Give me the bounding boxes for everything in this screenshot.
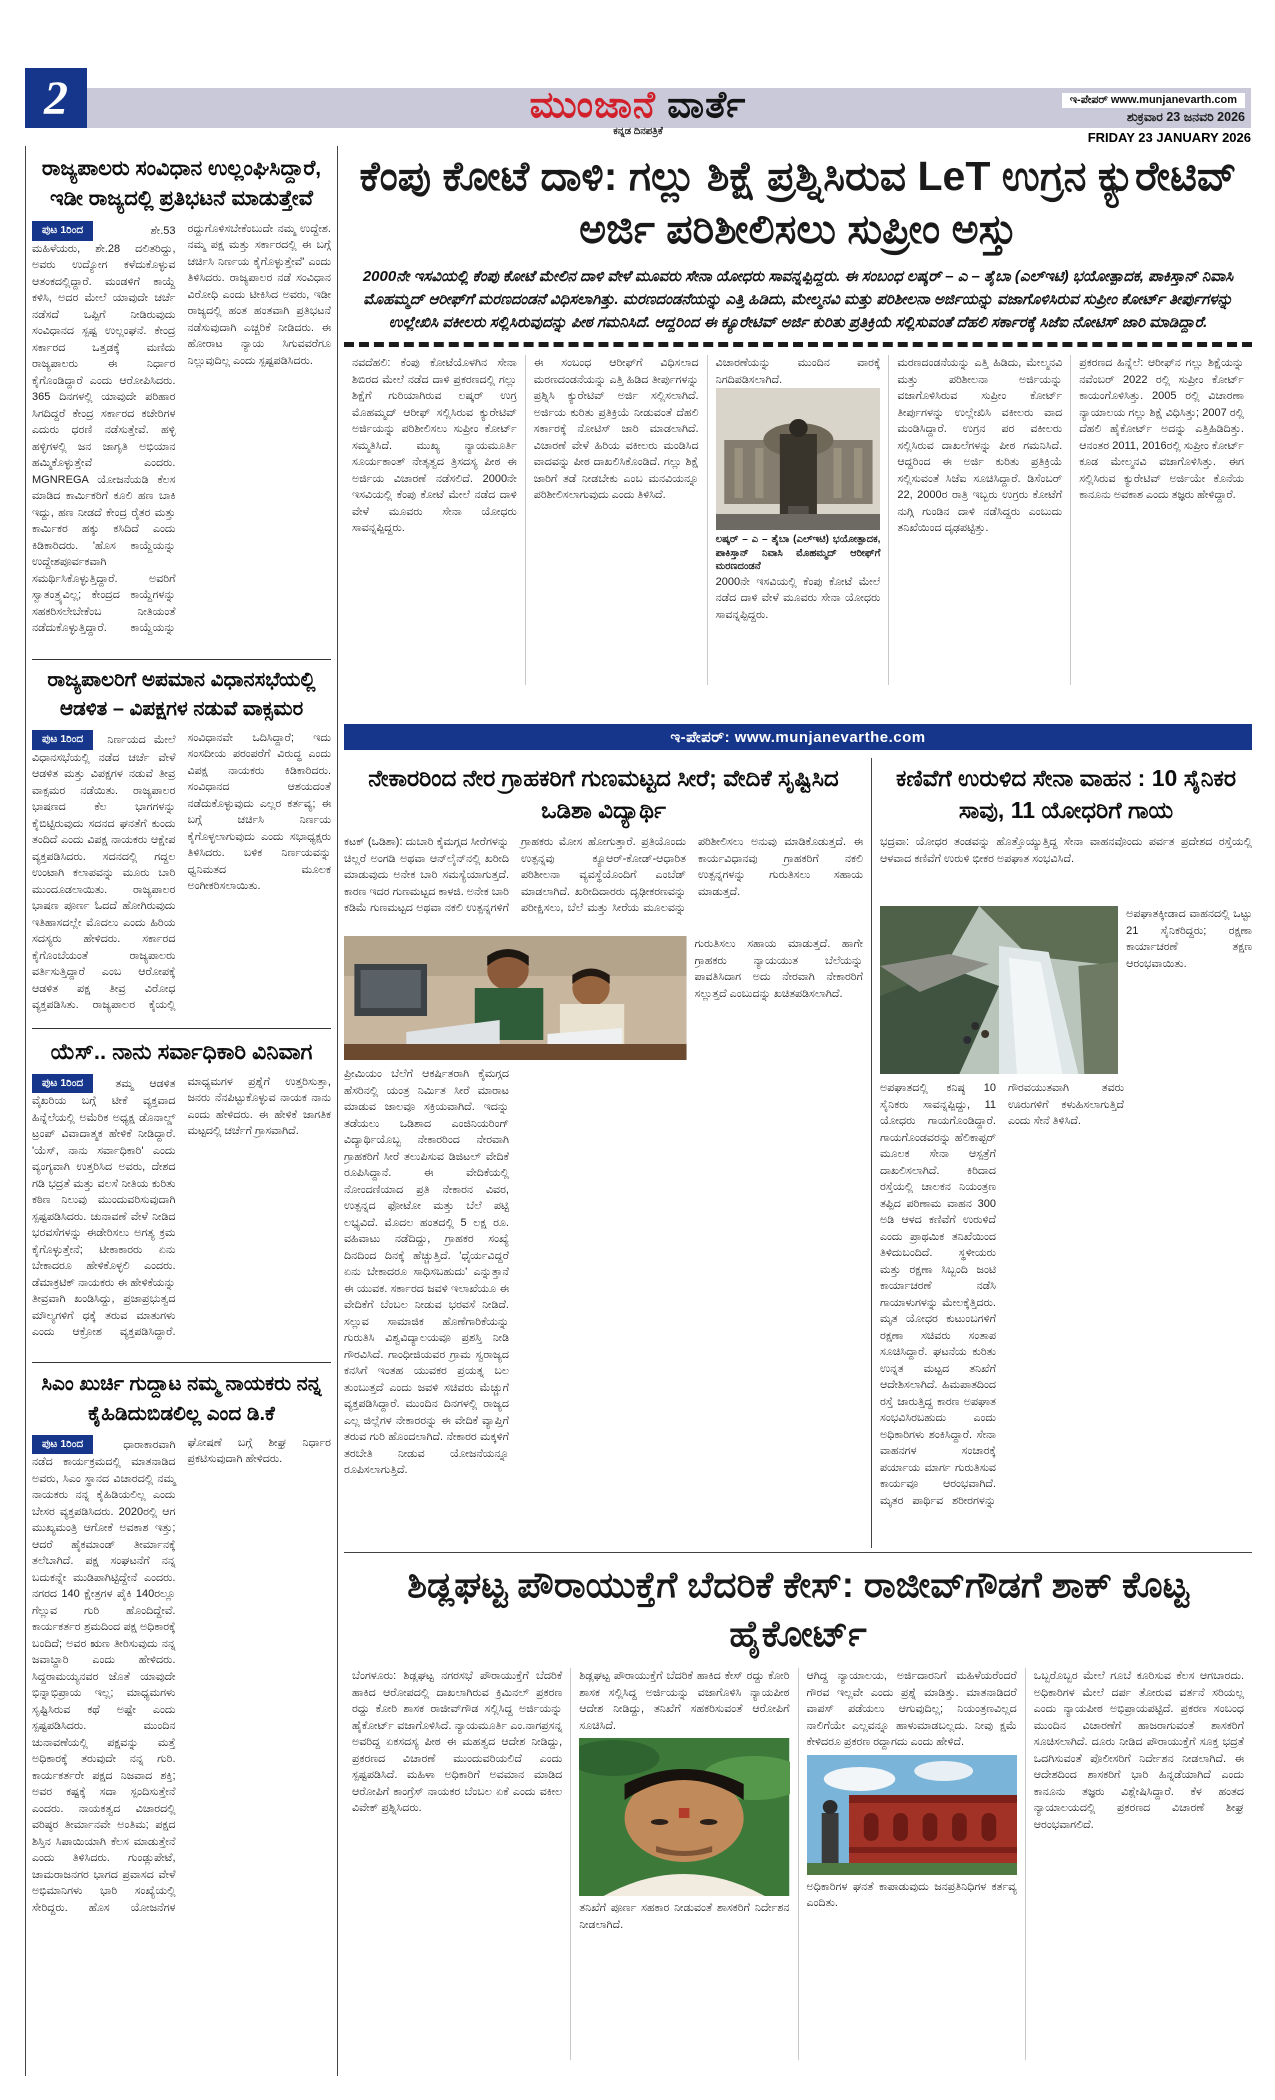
army-side-text: ಅಪಘಾತಕ್ಕೀಡಾದ ವಾಹನದಲ್ಲಿ ಒಟ್ಟು 21 ಸೈನಿಕರಿದ್ದರು; ರಕ್ಷಣಾ ಕಾರ್ಯಾಚರಣೆ ತಕ್ಷಣ ಆರಂಭವಾಯಿತು. xyxy=(1126,908,1252,970)
article-governor-protest xyxy=(32,154,331,653)
page-number: 2 xyxy=(25,68,87,128)
army-headline: ಕಣಿವೆಗೆ ಉರುಳಿದ ಸೇನಾ ವಾಹನ : 10 ಸೈನಿಕರ ಸಾವು, 11 ಯೋಧರಿಗೆ ಗಾಯ xyxy=(895,765,1237,824)
paper-tagline: ಕನ್ನಡ ದಿನಪತ್ರಿಕೆ xyxy=(613,126,663,137)
article-headline: ರಾಜ್ಯಪಾಲರಿಗೆ ಅಪಮಾನ ವಿಧಾನಸಭೆಯಲ್ಲಿ ಆಡಳಿತ – ವಿಪಕ್ಷಗಳ ನಡುವೆ ವಾಕ್ಸಮರ xyxy=(47,668,316,720)
highcourt-col-3-top: ಆಗಿದ್ದ ನ್ಯಾಯಾಲಯ, ಅರ್ಜಿದಾರನಿಗೆ ಮಹಿಳೆಯರೆಂದರೆ ಗೌರವ ಇಲ್ಲವೇ ಎಂದು ಪ್ರಶ್ನೆ ಮಾಡಿತ್ತು. ಮಾತನಾಡಿದರೆ ವಾಪಸ್ ಪಡೆಯಲು ಆಗುವುದಿಲ್ಲ; ನಿಯಂತ್ರಣವಿಲ್ಲದ ನಾಲಿಗೆಯೇ ಎಲ್ಲವನ್ನೂ ಹಾಳುಮಾಡಬಲ್ಲದು. ನೀವು ಕ್ಷಮೆ ಕೇಳಿದರೂ ಪ್ರಕರಣ ರದ್ದಾಗದು ಎಂದು ಹೇಳಿದೆ. xyxy=(806,1670,1017,1749)
lead-body xyxy=(344,355,1252,685)
lead-col-3-top: ವಿಚಾರಣೆಯನ್ನು ಮುಂದಿನ ವಾರಕ್ಕೆ ನಿಗದಿಪಡಿಸಲಾಗಿದೆ. xyxy=(715,357,881,386)
lead-headline: ಕೆಂಪು ಕೋಟೆ ದಾಳಿ: ಗಲ್ಲು ಶಿಕ್ಷೆ ಪ್ರಶ್ನಿಸಿರುವ LeT ಉಗ್ರನ ಕ್ಯುರೇಟಿವ್ ಅರ್ಜಿ ಪರಿಶೀಲಿಸಲು ಸುಪ್ರೀಂ ಅಸ್ತು xyxy=(359,153,1237,253)
article-dictator-quote xyxy=(32,1037,331,1356)
article-body xyxy=(32,1074,331,1356)
epaper-band: ಇ-ಪೇಪರ್: www.munjanevarthe.com xyxy=(344,724,1252,750)
middle-row xyxy=(344,758,1252,1548)
article-headline: ಯೆಸ್.. ನಾನು ಸರ್ವಾಧಿಕಾರಿ ವಿನಿವಾಗ xyxy=(50,1038,313,1064)
dashed-divider xyxy=(344,342,1252,347)
saree-side-text: ಗುರುತಿಸಲು ಸಹಾಯ ಮಾಡುತ್ತದೆ. ಹಾಗೇ ಗ್ರಾಹಕರು ನ್ಯಾಯಯುತ ಬೆಲೆಯನ್ನು ಪಾವತಿಸಿದಾಗ ಅದು ನೇರವಾಗಿ ನೇಕಾರರಿಗೆ ಸಲ್ಲುತ್ತದೆ ಎಂಬುದನ್ನು ಖಚಿತಪಡಿಸಲಾಗಿದೆ. xyxy=(694,938,863,1000)
photo-weaver-students xyxy=(344,936,687,1060)
left-column xyxy=(26,146,338,2076)
newspaper-page xyxy=(25,60,1251,2076)
article-army-accident xyxy=(871,758,1252,1548)
saree-intro: ಕಟಕ್ (ಒಡಿಶಾ): ದುಬಾರಿ ಕೈಮಗ್ಗದ ಸೀರೆಗಳನ್ನು ಚಿಲ್ಲರೆ ಅಂಗಡಿ ಅಥವಾ ಆನ್‌ಲೈನ್‌ನಲ್ಲಿ ಖರೀದಿ ಮಾಡುವುದು ಅನೇಕ ಬಾರಿ ಸಮಸ್ಯೆಯಾಗುತ್ತದೆ. ಕಾರಣ ಇದರ ಗುಣಮಟ್ಟದ ಕಾಳಜಿ. ಅನೇಕ ಬಾರಿ ಕಡಿಮೆ ಗುಣಮಟ್ಟದ ಅಥವಾ ನಕಲಿ ಉತ್ಪನ್ನಗಳಿಗೆ ಗ್ರಾಹಕರು ಮೋಸ ಹೋಗುತ್ತಾರೆ. ಪ್ರತಿಯೊಂದು ಉತ್ಪನ್ನವು ಕ್ಯೂಆರ್-ಕೋಡ್-ಆಧಾರಿತ ಪರಿಶೀಲನಾ ವ್ಯವಸ್ಥೆಯೊಂದಿಗೆ ಎಂಬೆಡ್ ಮಾಡಲಾಗಿದೆ. ಖರೀದಿದಾರರು ದೃಢೀಕರಣವನ್ನು ಪರೀಕ್ಷಿಸಲು, ಬೆಲೆ ಮತ್ತು ಸೀರೆಯ ಮೂಲವನ್ನು ಪರಿಶೀಲಿಸಲು ಅನುವು ಮಾಡಿಕೊಡುತ್ತದೆ. ಈ ಕಾರ್ಯವಿಧಾನವು ಗ್ರಾಹಕರಿಗೆ ನಕಲಿ ಉತ್ಪನ್ನಗಳನ್ನು ಗುರುತಿಸಲು ಸಹಾಯ ಮಾಡುತ್ತದೆ. xyxy=(344,836,863,915)
paper-title-red: ಮುಂಜಾನೆ xyxy=(529,84,656,125)
article-divider xyxy=(32,1028,331,1029)
article-saree-platform xyxy=(344,758,871,1548)
article-body xyxy=(32,221,331,653)
article-text: ಧಾರಾಕಾರವಾಗಿ ನಡೆದ ಕಾರ್ಯಕ್ರಮದಲ್ಲಿ ಮಾತನಾಡಿದ ಅವರು, ಸಿಎಂ ಸ್ಥಾನದ ವಿಚಾರದಲ್ಲಿ ನಮ್ಮ ನಾಯಕರು ನನ್ನ ಕೈಹಿಡಿಯಲಿಲ್ಲ ಎಂದು ಬೇಸರ ವ್ಯಕ್ತಪಡಿಸಿದರು. 2020ರಲ್ಲಿ ಆಗ ಮುಖ್ಯಮಂತ್ರಿ ಆಗೋಕೆ ಅವಕಾಶ ಇತ್ತು; ಆದರೆ ಹೈಕಮಾಂಡ್ ತೀರ್ಮಾನಕ್ಕೆ ತಲೆಬಾಗಿದೆ. ಪಕ್ಷ ಸಂಘಟನೆಗೆ ನನ್ನ ಬದುಕನ್ನೇ ಮುಡಿಪಾಗಿಟ್ಟಿದ್ದೇನೆ ಎಂದರು. ನಗರದ 140 ಕ್ಷೇತ್ರಗಳ ಪೈಕಿ 140ರಲ್ಲೂ ಗೆಲ್ಲುವ ಗುರಿ ಹೊಂದಿದ್ದೇವೆ. ಕಾರ್ಯಕರ್ತರ ಶ್ರಮದಿಂದ ಪಕ್ಷ ಅಧಿಕಾರಕ್ಕೆ ಬಂದಿದೆ; ಅವರ ಋಣ ತೀರಿಸುವುದು ನನ್ನ ಜವಾಬ್ದಾರಿ ಎಂದು ಹೇಳಿದರು. ಸಿದ್ದರಾಮಯ್ಯನವರ ಜೊತೆ ಯಾವುದೇ ಭಿನ್ನಾಭಿಪ್ರಾಯ ಇಲ್ಲ; ಮಾಧ್ಯಮಗಳು ಸೃಷ್ಟಿಸಿರುವ ಕಥೆ ಅಷ್ಟೇ ಎಂದು ಸ್ಪಷ್ಟಪಡಿಸಿದರು. ಮುಂದಿನ ಚುನಾವಣೆಯಲ್ಲಿ ಪಕ್ಷವನ್ನು ಮತ್ತೆ ಅಧಿಕಾರಕ್ಕೆ ತರುವುದೇ ನನ್ನ ಗುರಿ. ಕಾರ್ಯಕರ್ತರೇ ಪಕ್ಷದ ನಿಜವಾದ ಶಕ್ತಿ; ಅವರ ಕಷ್ಟಕ್ಕೆ ಸದಾ ಸ್ಪಂದಿಸುತ್ತೇನೆ ಎಂದರು. ನಾಯಕತ್ವದ ವಿಚಾರದಲ್ಲಿ ವರಿಷ್ಠರ ತೀರ್ಮಾನವೇ ಅಂತಿಮ; ಪಕ್ಷದ ಶಿಸ್ತಿನ ಸಿಪಾಯಿಯಾಗಿ ಕೆಲಸ ಮಾಡುತ್ತೇನೆ ಎಂದು ತಿಳಿಸಿದರು. ಗುಂಡ್ಲುಪೇಟೆ, ಚಾಮರಾಜನಗರ ಭಾಗದ ಪ್ರವಾಸದ ವೇಳೆ ಅಭಿಮಾನಿಗಳು ಭಾರಿ ಸಂಖ್ಯೆಯಲ್ಲಿ ಸೇರಿದ್ದರು. ಹೊಸ ಯೋಜನೆಗಳ ಘೋಷಣೆ ಬಗ್ಗೆ ಶೀಘ್ರ ನಿರ್ಧಾರ ಪ್ರಕಟಿಸುವುದಾಗಿ ಹೇಳಿದರು. xyxy=(32,1436,331,1914)
lead-article xyxy=(344,146,1252,685)
article-body xyxy=(32,1435,331,1941)
article-text: ನಿರ್ಣಯದ ಮೇಲೆ ವಿಧಾನಸಭೆಯಲ್ಲಿ ನಡೆದ ಚರ್ಚೆ ವೇಳೆ ಆಡಳಿತ ಮತ್ತು ವಿಪಕ್ಷಗಳ ನಡುವೆ ತೀವ್ರ ವಾಕ್ಸಮರ ನಡೆಯಿತು. ರಾಜ್ಯಪಾಲರ ಭಾಷಣದ ಕೆಲ ಭಾಗಗಳನ್ನು ಕೈಬಿಟ್ಟಿರುವುದು ಸದನದ ಘನತೆಗೆ ಕುಂದು ತಂದಿದೆ ಎಂದು ವಿಪಕ್ಷ ನಾಯಕರು ಆಕ್ಷೇಪ ವ್ಯಕ್ತಪಡಿಸಿದರು. ಸದನದಲ್ಲಿ ಗದ್ದಲ ಉಂಟಾಗಿ ಕಲಾಪವನ್ನು ಮೂರು ಬಾರಿ ಮುಂದೂಡಲಾಯಿತು. ರಾಜ್ಯಪಾಲರ ಭಾಷಣ ಪೂರ್ಣ ಓದದೆ ಹೋಗಿರುವುದು ಇತಿಹಾಸದಲ್ಲೇ ಮೊದಲು ಎಂದು ಹಿರಿಯ ಸದಸ್ಯರು ಹೇಳಿದರು. ಸರ್ಕಾರದ ಕೈಗೊಂಬೆಯಂತೆ ರಾಜ್ಯಪಾಲರು ವರ್ತಿಸುತ್ತಿದ್ದಾರೆ ಎಂಬ ಆರೋಪಕ್ಕೆ ಆಡಳಿತ ಪಕ್ಷ ತೀವ್ರ ವಿರೋಧ ವ್ಯಕ್ತಪಡಿಸಿತು. ರಾಜ್ಯಪಾಲರ ಕೈಯಲ್ಲಿ ಸಂವಿಧಾನವೇ ಒದಿಸಿದ್ದಾರೆ; ಇದು ಸಂಸದೀಯ ಪರಂಪರೆಗೆ ವಿರುದ್ಧ ಎಂದು ವಿಪಕ್ಷ ನಾಯಕರು ಕಿಡಿಕಾರಿದರು. ಸಂವಿಧಾನದ ಆಶಯದಂತೆ ನಡೆದುಕೊಳ್ಳುವುದು ಎಲ್ಲರ ಕರ್ತವ್ಯ; ಈ ಬಗ್ಗೆ ಚರ್ಚಿಸಿ ನಿರ್ಣಯ ಕೈಗೊಳ್ಳಲಾಗುವುದು ಎಂದು ಸಭಾಧ್ಯಕ್ಷರು ತಿಳಿಸಿದರು. ಬಳಿಕ ನಿರ್ಣಯವನ್ನು ಧ್ವನಿಮತದ ಮೂಲಕ ಅಂಗೀಕರಿಸಲಾಯಿತು. xyxy=(32,731,331,1012)
from-page-tag: ಪುಟ 1ರಿಂದ xyxy=(32,1074,93,1094)
photo-valley-accident xyxy=(880,906,1118,1074)
main-content xyxy=(25,146,1252,2076)
masthead-header xyxy=(25,60,1251,145)
article-text: ತಮ್ಮ ಆಡಳಿತ ವೈಖರಿಯ ಬಗ್ಗೆ ಟೀಕೆ ವ್ಯಕ್ತವಾದ ಹಿನ್ನೆಲೆಯಲ್ಲಿ ಅಮೆರಿಕ ಅಧ್ಯಕ್ಷ ಡೊನಾಲ್ಡ್ ಟ್ರಂಪ್ ವಿವಾದಾತ್ಮಕ ಹೇಳಿಕೆ ನೀಡಿದ್ದಾರೆ. 'ಯೆಸ್, ನಾನು ಸರ್ವಾಧಿಕಾರಿ' ಎಂದು ವ್ಯಂಗ್ಯವಾಗಿ ಉತ್ತರಿಸಿದ ಅವರು, ದೇಶದ ಗಡಿ ಭದ್ರತೆ ಮತ್ತು ವಲಸೆ ನೀತಿಯ ಕುರಿತು ಕಠಿಣ ನಿಲುವು ಮುಂದುವರಿಸುವುದಾಗಿ ಸ್ಪಷ್ಟಪಡಿಸಿದರು. ಚುನಾವಣೆ ವೇಳೆ ನೀಡಿದ ಭರವಸೆಗಳನ್ನು ಈಡೇರಿಸಲು ಅಗತ್ಯ ಕ್ರಮ ಕೈಗೊಳ್ಳುತ್ತೇನೆ; ಟೀಕಾಕಾರರು ಏನು ಬೇಕಾದರೂ ಹೇಳಿಕೊಳ್ಳಲಿ ಎಂದರು. ಡೆಮಾಕ್ರಟಿಕ್ ನಾಯಕರು ಈ ಹೇಳಿಕೆಯನ್ನು ತೀವ್ರವಾಗಿ ಖಂಡಿಸಿದ್ದು, ಪ್ರಜಾಪ್ರಭುತ್ವದ ಮೌಲ್ಯಗಳಿಗೆ ಧಕ್ಕೆ ತರುವ ಮಾತುಗಳು ಎಂದು ಆಕ್ರೋಶ ವ್ಯಕ್ತಪಡಿಸಿದ್ದಾರೆ. ಮಾಧ್ಯಮಗಳ ಪ್ರಶ್ನೆಗೆ ಉತ್ತರಿಸುತ್ತಾ, ಜನರು ನೆನಪಿಟ್ಟುಕೊಳ್ಳುವ ನಾಯಕ ನಾನು ಎಂದು ಹೇಳಿದರು. ಈ ಹೇಳಿಕೆ ಜಾಗತಿಕ ಮಟ್ಟದಲ್ಲಿ ಚರ್ಚೆಗೆ ಗ್ರಾಸವಾಗಿದೆ. xyxy=(32,1075,331,1339)
saree-body: ಪ್ರೀಮಿಯಂ ಬೆಲೆಗೆ ಆಕರ್ಷಿತರಾಗಿ ಕೈಮಗ್ಗದ ಹೆಸರಿನಲ್ಲಿ ಯಂತ್ರ ನಿರ್ಮಿತ ಸೀರೆ ಮಾರಾಟ ಮಾಡುವ ಜಾಲವೂ ಸಕ್ರಿಯವಾಗಿದೆ. ಇದನ್ನು ತಡೆಯಲು ಒಡಿಶಾದ ಎಂಜಿನಿಯರಿಂಗ್ ವಿದ್ಯಾರ್ಥಿಯೊಬ್ಬ ನೇಕಾರರಿಂದ ನೇರವಾಗಿ ಗ್ರಾಹಕರಿಗೆ ಸೀರೆ ತಲುಪಿಸುವ ಡಿಜಿಟಲ್ ವೇದಿಕೆ ರೂಪಿಸಿದ್ದಾನೆ. ಈ ವೇದಿಕೆಯಲ್ಲಿ ನೋಂದಣಿಯಾದ ಪ್ರತಿ ನೇಕಾರನ ವಿವರ, ಉತ್ಪನ್ನದ ಫೋಟೋ ಮತ್ತು ಬೆಲೆ ಪಟ್ಟಿ ಲಭ್ಯವಿದೆ. ಮೊದಲ ಹಂತದಲ್ಲಿ 5 ಲಕ್ಷ ರೂ. ವಹಿವಾಟು ನಡೆದಿದ್ದು, ಗ್ರಾಹಕರ ಸಂಖ್ಯೆ ದಿನದಿಂದ ದಿನಕ್ಕೆ ಹೆಚ್ಚುತ್ತಿದೆ. 'ಧೈರ್ಯವಿದ್ದರೆ ಏನು ಬೇಕಾದರೂ ಸಾಧಿಸಬಹುದು' ಎನ್ನುತ್ತಾನೆ ಈ ಯುವಕ. ಸರ್ಕಾರದ ಜವಳಿ ಇಲಾಖೆಯೂ ಈ ವೇದಿಕೆಗೆ ಬೆಂಬಲ ನೀಡುವ ಭರವಸೆ ನೀಡಿದೆ. ಸಲ್ಲುವ ಸಾಮಾಜಿಕ ಹೊಣೆಗಾರಿಕೆಯನ್ನು ಗುರುತಿಸಿ ವಿಶ್ವವಿದ್ಯಾಲಯವೂ ಪ್ರಶಸ್ತಿ ನೀಡಿ ಗೌರವಿಸಿದೆ. ಗಾಂಧೀಜಿಯವರ ಗ್ರಾಮ ಸ್ವರಾಜ್ಯದ ಕನಸಿಗೆ ಇಂತಹ ಯುವಕರ ಪ್ರಯತ್ನ ಬಲ ತುಂಬುತ್ತದೆ ಎಂದು ಜವಳಿ ಸಚಿವರು ಮೆಚ್ಚುಗೆ ವ್ಯಕ್ತಪಡಿಸಿದ್ದಾರೆ. ಮುಂದಿನ ದಿನಗಳಲ್ಲಿ ರಾಜ್ಯದ ಎಲ್ಲ ಜಿಲ್ಲೆಗಳ ನೇಕಾರರನ್ನು ಈ ವೇದಿಕೆ ವ್ಯಾಪ್ತಿಗೆ ತರುವ ಗುರಿ ಹೊಂದಲಾಗಿದೆ. ನೇಕಾರರ ಮಕ್ಕಳಿಗೆ ತರಬೇತಿ ನೀಡುವ ಯೋಜನೆಯನ್ನೂ ರೂಪಿಸಲಾಗುತ್ತಿದೆ. xyxy=(344,1068,509,1477)
highcourt-body xyxy=(344,1668,1252,2060)
right-area xyxy=(344,146,1252,2076)
date-english: FRIDAY 23 JANUARY 2026 xyxy=(1087,130,1251,145)
epaper-url: ಇ-ಪೇಪರ್ www.munjanevarth.com xyxy=(1062,93,1245,108)
from-page-tag: ಪುಟ 1ರಿಂದ xyxy=(32,221,93,241)
lead-col-1: ನವದೆಹಲಿ: ಕೆಂಪು ಕೋಟೆಯೊಳಗಿನ ಸೇನಾ ಶಿಬಿರದ ಮೇಲೆ ನಡೆದ ದಾಳಿ ಪ್ರಕರಣದಲ್ಲಿ ಗಲ್ಲು ಶಿಕ್ಷೆಗೆ ಗುರಿಯಾಗಿರುವ ಲಷ್ಕರ್ ಉಗ್ರ ಮೊಹಮ್ಮದ್ ಆರೀಫ್ ಸಲ್ಲಿಸಿರುವ ಕ್ಯುರೇಟಿವ್ ಅರ್ಜಿಯನ್ನು ಪರಿಶೀಲಿಸಲು ಸುಪ್ರೀಂ ಕೋರ್ಟ್ ಸಮ್ಮತಿಸಿದೆ. ಮುಖ್ಯ ನ್ಯಾಯಮೂರ್ತಿ ಸೂರ್ಯಕಾಂತ್ ನೇತೃತ್ವದ ತ್ರಿಸದಸ್ಯ ಪೀಠ ಈ ಅರ್ಜಿಯ ವಿಚಾರಣೆ ನಡೆಸಲಿದೆ. 2000ನೇ ಇಸವಿಯಲ್ಲಿ ಕೆಂಪು ಕೋಟೆ ಮೇಲೆ ನಡೆದ ದಾಳಿ ವೇಳೆ ಮೂವರು ಸೇನಾ ಯೋಧರು ಸಾವನ್ನಪ್ಪಿದ್ದರು. xyxy=(352,357,517,535)
lead-col-3 xyxy=(707,355,889,685)
lead-col-5: ಪ್ರಕರಣದ ಹಿನ್ನೆಲೆ: ಆರೀಫ್‌ನ ಗಲ್ಲು ಶಿಕ್ಷೆಯನ್ನು ನವೆಂಬರ್ 2022 ರಲ್ಲಿ ಸುಪ್ರೀಂ ಕೋರ್ಟ್ ಕಾಯಂಗೊಳಿಸಿತ್ತು. 2005 ರಲ್ಲಿ ವಿಚಾರಣಾ ನ್ಯಾಯಾಲಯ ಗಲ್ಲು ಶಿಕ್ಷೆ ವಿಧಿಸಿತ್ತು; 2007 ರಲ್ಲಿ ದೆಹಲಿ ಹೈಕೋರ್ಟ್ ಅದನ್ನು ಎತ್ತಿಹಿಡಿದಿತ್ತು. ಆನಂತರ 2011, 2016ರಲ್ಲಿ ಸುಪ್ರೀಂ ಕೋರ್ಟ್ ಕೂಡ ಮೇಲ್ಮನವಿ ವಜಾಗೊಳಿಸಿತ್ತು. ಈಗ ಸಲ್ಲಿಸಿರುವ ಕ್ಯುರೇಟಿವ್ ಅರ್ಜಿಯೇ ಕೊನೆಯ ಕಾನೂನು ಅವಕಾಶ ಎಂದು ತಜ್ಞರು ಹೇಳಿದ್ದಾರೆ. xyxy=(1070,355,1252,685)
article-divider xyxy=(32,1362,331,1363)
photo-supreme-court xyxy=(716,388,881,530)
lead-col-2: ಈ ಸಂಬಂಧ ಆರೀಫ್‌ಗೆ ವಿಧಿಸಲಾದ ಮರಣದಂಡನೆಯನ್ನು ಎತ್ತಿ ಹಿಡಿದ ತೀರ್ಪುಗಳನ್ನು ಪ್ರಶ್ನಿಸಿ ಕ್ಯುರೇಟಿವ್ ಅರ್ಜಿ ಸಲ್ಲಿಸಲಾಗಿದೆ. ಅರ್ಜಿಯ ಕುರಿತು ಪ್ರತಿಕ್ರಿಯೆ ನೀಡುವಂತೆ ದೆಹಲಿ ಸರ್ಕಾರಕ್ಕೆ ನೋಟಿಸ್ ಜಾರಿ ಮಾಡಲಾಗಿದೆ. ವಿಚಾರಣೆ ವೇಳೆ ಹಿರಿಯ ವಕೀಲರು ಮಂಡಿಸಿದ ವಾದವನ್ನು ಪೀಠ ದಾಖಲಿಸಿಕೊಂಡಿದೆ. ಗಲ್ಲು ಶಿಕ್ಷೆ ಜಾರಿಗೆ ತಡೆ ನೀಡಬೇಕು ಎಂಬ ಮನವಿಯನ್ನೂ ಪರಿಶೀಲಿಸಲಾಗುವುದು ಎಂದು ತಿಳಿಸಿದೆ. xyxy=(525,355,707,685)
photo-highcourt-building xyxy=(807,1755,1017,1875)
article-assembly-clash xyxy=(32,666,331,1022)
article-divider xyxy=(32,659,331,660)
highcourt-col-3 xyxy=(798,1668,1025,2060)
highcourt-col-3-bottom: ಅಧಿಕಾರಿಗಳ ಘನತೆ ಕಾಪಾಡುವುದು ಜನಪ್ರತಿನಿಧಿಗಳ ಕರ್ತವ್ಯ ಎಂದಿತು. xyxy=(806,1880,1017,1910)
saree-photo-row xyxy=(344,936,863,1060)
photo-politician xyxy=(579,1738,789,1896)
highcourt-col-2-bottom: ತನಿಖೆಗೆ ಪೂರ್ಣ ಸಹಕಾರ ನೀಡುವಂತೆ ಶಾಸಕರಿಗೆ ನಿರ್ದೇಶನ ನೀಡಲಾಗಿದೆ. xyxy=(579,1902,790,1931)
article-text: ಶೇ.53 ಮಹಿಳೆಯರು, ಶೇ.28 ದಲಿತರಿದ್ದು, ಅವರು ಉದ್ಯೋಗ ಕಳೆದುಕೊಳ್ಳುವ ಆತಂಕದಲ್ಲಿದ್ದಾರೆ. ಮಂಡಳಿಗೆ ಕಾಯ್ದೆ ಕಳಿಸಿ, ಅದರ ಮೇಲೆ ಯಾವುದೇ ಚರ್ಚೆ ನಡೆಸದೆ ಒಪ್ಪಿಗೆ ನೀಡಿರುವುದು ಸಂವಿಧಾನದ ಸ್ಪಷ್ಟ ಉಲ್ಲಂಘನೆ. ಕೇಂದ್ರ ಸರ್ಕಾರದ ಒತ್ತಡಕ್ಕೆ ಮಣಿದು ರಾಜ್ಯಪಾಲರು ಈ ನಿರ್ಧಾರ ಕೈಗೊಂಡಿದ್ದಾರೆ ಎಂದು ಆರೋಪಿಸಿದರು. 365 ದಿನಗಳಲ್ಲಿ ಯಾವುದೇ ಪರಿಹಾರ ಸಿಗದಿದ್ದರೆ ಕೇಂದ್ರ ಸರ್ಕಾರದ ಕಚೇರಿಗಳ ಎದುರು ಧರಣಿ ನಡೆಸುತ್ತೇವೆ. ಹಳ್ಳಿ ಹಳ್ಳಿಗಳಲ್ಲಿ ಜನ ಜಾಗೃತಿ ಅಭಿಯಾನ ಹಮ್ಮಿಕೊಳ್ಳುತ್ತೇವೆ ಎಂದರು. MGNREGA ಯೋಜನೆಯಡಿ ಕೆಲಸ ಮಾಡಿದ ಕಾರ್ಮಿಕರಿಗೆ ಕೂಲಿ ಹಣ ಬಾಕಿ ಇದ್ದು, ಹಣ ನೀಡದೆ ಕೇಂದ್ರ ರೈತರ ಮತ್ತು ಕಾರ್ಮಿಕರ ಹಕ್ಕು ಕಸಿದಿದೆ ಎಂದು ಕಿಡಿಕಾರಿದರು. 'ಹೊಸ ಕಾಯ್ದೆಯನ್ನು ಉದ್ದೇಶಪೂರ್ವಕವಾಗಿ ಸಮರ್ಥಿಸಿಕೊಳ್ಳುತ್ತಿದ್ದಾರೆ. ಅವರಿಗೆ ಸ್ವಾತಂತ್ರ್ಯವಿಲ್ಲ; ಕೇಂದ್ರದ ಕಾಯ್ದೆಗಳನ್ನು ಸಹಕರಿಸಲೇಬೇಕೆಂಬ ನೀತಿಯಂತೆ ನಡೆದುಕೊಳ್ಳುತ್ತಿದ್ದಾರೆ. ಕಾಯ್ದೆಯನ್ನು ರದ್ದುಗೊಳಿಸಬೇಕೆಂಬುದೇ ನಮ್ಮ ಉದ್ದೇಶ. ನಮ್ಮ ಪಕ್ಷ ಮತ್ತು ಸರ್ಕಾರದಲ್ಲಿ ಈ ಬಗ್ಗೆ ಚರ್ಚಿಸಿ ನಿರ್ಣಯ ಕೈಗೊಳ್ಳುತ್ತೇವೆ' ಎಂದು ತಿಳಿಸಿದರು. ರಾಜ್ಯಪಾಲರ ನಡೆ ಸಂವಿಧಾನ ವಿರೋಧಿ ಎಂದು ಟೀಕಿಸಿದ ಅವರು, ಇಡೀ ರಾಜ್ಯದಲ್ಲಿ ಹಂತ ಹಂತವಾಗಿ ಪ್ರತಿಭಟನೆ ನಡೆಸುವುದಾಗಿ ಎಚ್ಚರಿಕೆ ನೀಡಿದರು. ಈ ಹೋರಾಟ ನ್ಯಾಯ ಸಿಗುವವರೆಗೂ ನಿಲ್ಲುವುದಿಲ್ಲ ಎಂದು ಸ್ಪಷ್ಟಪಡಿಸಿದರು. xyxy=(32,222,331,635)
article-cm-chair xyxy=(32,1369,331,1941)
army-intro: ಭದ್ರವಾ: ಯೋಧರ ತಂಡವನ್ನು ಹೊತ್ತೊಯ್ಯುತ್ತಿದ್ದ ಸೇನಾ ವಾಹನವೊಂದು ಪರ್ವತ ಪ್ರದೇಶದ ರಸ್ತೆಯಲ್ಲಿ ಆಳವಾದ ಕಣಿವೆಗೆ ಉರುಳಿ ಭೀಕರ ಅಪಘಾತ ಸಂಭವಿಸಿದೆ. xyxy=(880,836,1252,865)
army-photo-row xyxy=(880,906,1252,1074)
highcourt-headline: ಶಿಡ್ಲಘಟ್ಟ ಪೌರಾಯುಕ್ತೆಗೆ ಬೆದರಿಕೆ ಕೇಸ್: ರಾಜೀವ್‌ಗೌಡಗೆ ಶಾಕ್ ಕೊಟ್ಟ ಹೈಕೋರ್ಟ್ xyxy=(407,1564,1189,1654)
highcourt-col-4: ಒಬ್ಬರೊಬ್ಬರ ಮೇಲೆ ಗೂಬೆ ಕೂರಿಸುವ ಕೆಲಸ ಆಗಬಾರದು. ಅಧಿಕಾರಿಗಳ ಮೇಲೆ ದರ್ಪ ತೋರುವ ವರ್ತನೆ ಸರಿಯಲ್ಲ ಎಂದು ನ್ಯಾಯಪೀಠ ಅಭಿಪ್ರಾಯಪಟ್ಟಿದೆ. ಪ್ರಕರಣ ಸಂಬಂಧ ಮುಂದಿನ ವಿಚಾರಣೆಗೆ ಹಾಜರಾಗುವಂತೆ ಶಾಸಕರಿಗೆ ಸೂಚಿಸಲಾಗಿದೆ. ದೂರು ನೀಡಿದ ಪೌರಾಯುಕ್ತೆಗೆ ಸೂಕ್ತ ಭದ್ರತೆ ಒದಗಿಸುವಂತೆ ಪೊಲೀಸರಿಗೆ ನಿರ್ದೇಶನ ನೀಡಲಾಗಿದೆ. ಈ ಆದೇಶದಿಂದ ಶಾಸಕರಿಗೆ ಭಾರಿ ಹಿನ್ನಡೆಯಾಗಿದೆ ಎಂದು ಕಾನೂನು ತಜ್ಞರು ವಿಶ್ಲೇಷಿಸಿದ್ದಾರೆ. ಕೆಳ ಹಂತದ ನ್ಯಾಯಾಲಯದಲ್ಲಿ ಪ್ರಕರಣದ ವಿಚಾರಣೆ ಶೀಘ್ರ ಆರಂಭವಾಗಲಿದೆ. xyxy=(1025,1668,1252,2060)
article-body xyxy=(32,730,331,1022)
from-page-tag: ಪುಟ 1ರಿಂದ xyxy=(32,1435,93,1455)
saree-headline: ನೇಕಾರರಿಂದ ನೇರ ಗ್ರಾಹಕರಿಗೆ ಗುಣಮಟ್ಟದ ಸೀರೆ; ವೇದಿಕೆ ಸೃಷ್ಟಿಸಿದ ಒಡಿಶಾ ವಿದ್ಯಾರ್ಥಿ xyxy=(368,765,839,824)
lead-col-3-bottom: 2000ನೇ ಇಸವಿಯಲ್ಲಿ ಕೆಂಪು ಕೋಟೆ ಮೇಲೆ ನಡೆದ ದಾಳಿ ವೇಳೆ ಮೂವರು ಸೇನಾ ಯೋಧರು ಸಾವನ್ನಪ್ಪಿದ್ದರು. xyxy=(715,575,881,621)
article-headline: ಸಿಎಂ ಖುರ್ಚಿ ಗುದ್ದಾಟ ನಮ್ಮ ನಾಯಕರು ನನ್ನ ಕೈಹಿಡಿದುಬಿಡಲಿಲ್ಲ ಎಂದ ಡಿ.ಕೆ xyxy=(41,1372,322,1425)
paper-title-black: ವಾರ್ತೆ xyxy=(667,84,747,125)
lead-standfirst: 2000ನೇ ಇಸವಿಯಲ್ಲಿ ಕೆಂಪು ಕೋಟೆ ಮೇಲಿನ ದಾಳಿ ವೇಳೆ ಮೂವರು ಸೇನಾ ಯೋಧರು ಸಾವನ್ನಪ್ಪಿದ್ದರು. ಈ ಸಂಬಂಧ ಲಷ್ಕರ್ – ಎ – ತೈಬಾ (ಎಲ್‌ಇಟಿ) ಭಯೋತ್ಪಾದಕ, ಪಾಕಿಸ್ತಾನ್ ನಿವಾಸಿ ಮೊಹಮ್ಮದ್ ಆರೀಫ್‌ಗೆ ಮರಣದಂಡನೆ ವಿಧಿಸಲಾಗಿತ್ತು. ಮರಣದಂಡನೆಯನ್ನು ಎತ್ತಿ ಹಿಡಿದು, ಮೇಲ್ಮನವಿ ಮತ್ತು ಪರಿಶೀಲನಾ ಅರ್ಜಿಯನ್ನು ವಜಾಗೊಳಿಸಿರುವ ಸುಪ್ರೀಂ ಕೋರ್ಟ್ ತೀರ್ಪುಗಳನ್ನು ಉಲ್ಲೇಖಿಸಿ ವಕೀಲರು ಸಲ್ಲಿಸಿರುವುದನ್ನು ಪೀಠ ಗಮನಿಸಿದೆ. ಆದ್ದರಿಂದ ಈ ಕ್ಯೂರೇಟಿವ್ ಅರ್ಜಿ ಕುರಿತು ಪ್ರತಿಕ್ರಿಯೆ ಸಲ್ಲಿಸುವಂತೆ ದೆಹಲಿ ಸರ್ಕಾರಕ್ಕೆ ಸಿಜೆಐ ನೋಟಿಸ್ ಜಾರಿ ಮಾಡಿದ್ದಾರೆ. xyxy=(362,267,1234,332)
highcourt-col-2-top: ಶಿಡ್ಲಘಟ್ಟ ಪೌರಾಯುಕ್ತೆಗೆ ಬೆದರಿಕೆ ಹಾಕಿದ ಕೇಸ್ ರದ್ದು ಕೋರಿ ಶಾಸಕ ಸಲ್ಲಿಸಿದ್ದ ಅರ್ಜಿಯನ್ನು ವಜಾಗೊಳಿಸಿ ನ್ಯಾಯಪೀಠ ಆದೇಶ ನೀಡಿದ್ದು, ತನಿಖೆಗೆ ಸಹಕರಿಸುವಂತೆ ಆರೋಪಿಗೆ ಸೂಚಿಸಿದೆ. xyxy=(579,1670,790,1732)
from-page-tag: ಪುಟ 1ರಿಂದ xyxy=(32,730,93,750)
article-highcourt xyxy=(344,1552,1252,2076)
army-body: ಅಪಘಾತದಲ್ಲಿ ಕನಿಷ್ಠ 10 ಸೈನಿಕರು ಸಾವನ್ನಪ್ಪಿದ್ದು, 11 ಯೋಧರು ಗಾಯಗೊಂಡಿದ್ದಾರೆ. ಗಾಯಗೊಂಡವರನ್ನು ಹೆಲಿಕಾಪ್ಟರ್ ಮೂಲಕ ಸೇನಾ ಆಸ್ಪತ್ರೆಗೆ ದಾಖಲಿಸಲಾಗಿದೆ. ಕಿರಿದಾದ ರಸ್ತೆಯಲ್ಲಿ ಚಾಲಕನ ನಿಯಂತ್ರಣ ತಪ್ಪಿದ ಪರಿಣಾಮ ವಾಹನ 300 ಅಡಿ ಆಳದ ಕಣಿವೆಗೆ ಉರುಳಿದೆ ಎಂದು ಪ್ರಾಥಮಿಕ ತನಿಖೆಯಿಂದ ತಿಳಿದುಬಂದಿದೆ. ಸ್ಥಳೀಯರು ಮತ್ತು ರಕ್ಷಣಾ ಸಿಬ್ಬಂದಿ ಜಂಟಿ ಕಾರ್ಯಾಚರಣೆ ನಡೆಸಿ ಗಾಯಾಳುಗಳನ್ನು ಮೇಲಕ್ಕೆತ್ತಿದರು. ಮೃತ ಯೋಧರ ಕುಟುಂಬಗಳಿಗೆ ರಕ್ಷಣಾ ಸಚಿವರು ಸಂತಾಪ ಸೂಚಿಸಿದ್ದಾರೆ. ಘಟನೆಯ ಕುರಿತು ಉನ್ನತ ಮಟ್ಟದ ತನಿಖೆಗೆ ಆದೇಶಿಸಲಾಗಿದೆ. ಹಿಮಪಾತದಿಂದ ರಸ್ತೆ ಜಾರುತ್ತಿದ್ದ ಕಾರಣ ಅಪಘಾತ ಸಂಭವಿಸಿರಬಹುದು ಎಂದು ಅಧಿಕಾರಿಗಳು ಶಂಕಿಸಿದ್ದಾರೆ. ಸೇನಾ ವಾಹನಗಳ ಸಂಚಾರಕ್ಕೆ ಪರ್ಯಾಯ ಮಾರ್ಗ ಗುರುತಿಸುವ ಕಾರ್ಯವೂ ಆರಂಭವಾಗಿದೆ. ಮೃತರ ಪಾರ್ಥಿವ ಶರೀರಗಳನ್ನು ಗೌರವಯುತವಾಗಿ ತವರು ಊರುಗಳಿಗೆ ಕಳುಹಿಸಲಾಗುತ್ತಿದೆ ಎಂದು ಸೇನೆ ತಿಳಿಸಿದೆ. xyxy=(880,1082,1124,1507)
highcourt-col-2 xyxy=(570,1668,797,2060)
highcourt-col-1: ಬೆಂಗಳೂರು: ಶಿಡ್ಲಘಟ್ಟ ನಗರಸಭೆ ಪೌರಾಯುಕ್ತೆಗೆ ಬೆದರಿಕೆ ಹಾಕಿದ ಆರೋಪದಲ್ಲಿ ದಾಖಲಾಗಿರುವ ಕ್ರಿಮಿನಲ್ ಪ್ರಕರಣ ರದ್ದು ಕೋರಿ ಶಾಸಕ ರಾಜೀವ್‌ಗೌಡ ಸಲ್ಲಿಸಿದ್ದ ಅರ್ಜಿಯನ್ನು ಹೈಕೋರ್ಟ್ ವಜಾಗೊಳಿಸಿದೆ. ನ್ಯಾಯಮೂರ್ತಿ ಎಂ.ನಾಗಪ್ರಸನ್ನ ಅವರಿದ್ದ ಏಕಸದಸ್ಯ ಪೀಠ ಈ ಮಹತ್ವದ ಆದೇಶ ನೀಡಿದ್ದು, ಪ್ರಕರಣದ ವಿಚಾರಣೆ ಮುಂದುವರಿಯಲಿದೆ ಎಂದು ಸ್ಪಷ್ಟಪಡಿಸಿದೆ. ಮಹಿಳಾ ಅಧಿಕಾರಿಗೆ ಅವಮಾನ ಮಾಡಿದ ಆರೋಪಿಗೆ ಕಾಂಗ್ರೆಸ್ ನಾಯಕರ ಬೆಂಬಲ ಏಕೆ ಎಂದು ವಕೀಲ ವಿವೇಕ್ ಪ್ರಶ್ನಿಸಿದರು. xyxy=(352,1670,563,1815)
lead-photo-caption: ಲಷ್ಕರ್ – ಎ – ತೈಬಾ (ಎಲ್‌ಇಟಿ) ಭಯೋತ್ಪಾದಕ, ಪಾಕಿಸ್ತಾನ್ ನಿವಾಸಿ ಮೊಹಮ್ಮದ್ ಆರೀಫ್‌ಗೆ ಮರಣದಂಡನೆ xyxy=(715,534,881,573)
article-headline: ರಾಜ್ಯಪಾಲರು ಸಂವಿಧಾನ ಉಲ್ಲಂಘಿಸಿದ್ದಾರೆ, ಇಡೀ ರಾಜ್ಯದಲ್ಲಿ ಪ್ರತಿಭಟನೆ ಮಾಡುತ್ತೇವೆ xyxy=(41,157,322,211)
header-right xyxy=(1062,90,1245,125)
date-kannada: ಶುಕ್ರವಾರ 23 ಜನವರಿ 2026 xyxy=(1126,110,1245,124)
lead-col-4: ಮರಣದಂಡನೆಯನ್ನು ಎತ್ತಿ ಹಿಡಿದು, ಮೇಲ್ಮನವಿ ಮತ್ತು ಪರಿಶೀಲನಾ ಅರ್ಜಿಯನ್ನು ವಜಾಗೊಳಿಸಿರುವ ಸುಪ್ರೀಂ ಕೋರ್ಟ್ ತೀರ್ಪುಗಳನ್ನು ಉಲ್ಲೇಖಿಸಿ ವಕೀಲರು ವಾದ ಮಂಡಿಸಿದ್ದಾರೆ. ಉಗ್ರನ ಪರ ವಕೀಲರು ಸಲ್ಲಿಸಿರುವ ದಾಖಲೆಗಳನ್ನು ಪೀಠ ಗಮನಿಸಿದೆ. ಆದ್ದರಿಂದ ಈ ಅರ್ಜಿ ಕುರಿತು ಪ್ರತಿಕ್ರಿಯೆ ಸಲ್ಲಿಸುವಂತೆ ಸಿಜೆಐ ಸೂಚಿಸಿದ್ದಾರೆ. ಡಿಸೆಂಬರ್ 22, 2000ರ ರಾತ್ರಿ ಇಬ್ಬರು ಉಗ್ರರು ಕೋಟೆಗೆ ನುಗ್ಗಿ ಗುಂಡಿನ ದಾಳಿ ನಡೆಸಿದ್ದರು ಎಂಬುದು ತನಿಖೆಯಿಂದ ದೃಢಪಟ್ಟಿತ್ತು. xyxy=(888,355,1070,685)
